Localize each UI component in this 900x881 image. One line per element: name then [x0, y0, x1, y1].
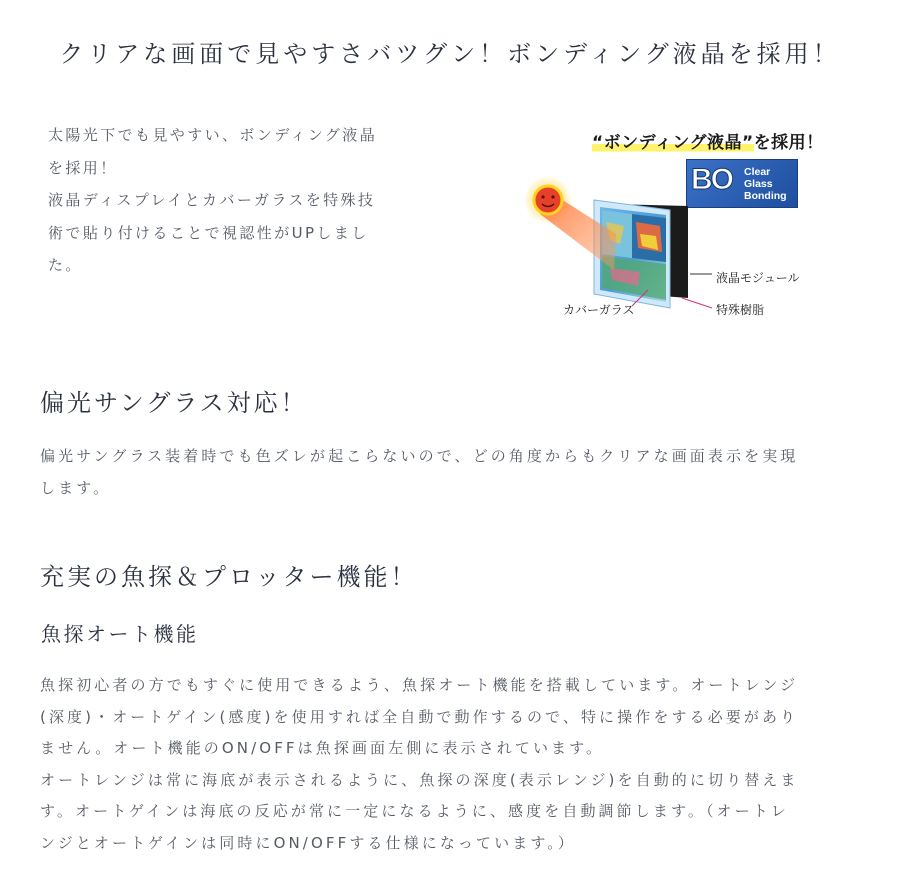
- label-special-resin: 特殊樹脂: [716, 303, 765, 317]
- section-heading-fishfinder: 充実の魚探＆プロッター機能！: [40, 563, 418, 591]
- section-heading-polarized: 偏光サングラス対応！: [40, 389, 308, 417]
- section-heading-bonding-lcd: クリアな画面で見やすさバツグン！ボンディング液晶を採用！: [59, 40, 841, 68]
- text-line: 太陽光下でも見やすい、ボンディング液晶: [48, 126, 378, 144]
- text-line: オートレンジは常に海底が表示されるように、魚探の深度(表示レンジ)を自動的に切り替えま: [40, 770, 799, 789]
- text-line: 術で貼り付けることで視認性がUPしまし: [48, 223, 369, 242]
- bonding-lcd-description: [48, 119, 418, 282]
- text-line: します。: [40, 478, 112, 497]
- text-line: (深度)・オートゲイン(感度)を使用すれば全自動で動作するので、特に操作をする必要があり: [40, 707, 799, 726]
- bonding-lcd-illustration: [520, 122, 850, 332]
- logo-word: Glass: [744, 178, 773, 190]
- text-line: ません。オート機能のON/OFFは魚探画面左側に表示されています。: [40, 739, 605, 757]
- text-line: た。: [48, 256, 83, 274]
- text-line: を採用！: [48, 158, 118, 177]
- text-line: す。オートゲインは海底の反応が常に一定になるように、感度を自動調節します。（オートレ: [40, 802, 789, 820]
- polarized-description: [40, 441, 855, 504]
- text-line: 液晶ディスプレイとカバーガラスを特殊技: [48, 191, 376, 209]
- label-cover-glass: カバーガラス: [563, 303, 635, 317]
- logo-word: Bonding: [744, 190, 787, 202]
- callout-line-resin: [682, 298, 712, 308]
- logo-letters: BO: [691, 163, 732, 196]
- figure-title-highlight: “ボンディング液晶”: [592, 133, 754, 153]
- subheading-auto-function: 魚探オート機能: [41, 622, 199, 646]
- text-line: 偏光サングラス装着時でも色ズレが起こらないので、どの角度からもクリアな画面表示を実現: [40, 447, 799, 465]
- label-lcd-module: 液晶モジュール: [716, 271, 800, 285]
- logo-word: Clear: [744, 166, 771, 178]
- text-line: ンジとオートゲインは同時にON/OFFする仕様になっています。）: [40, 833, 576, 852]
- figure-title-rest: を採用！: [753, 133, 824, 153]
- text-line: 魚探初心者の方でもすぐに使用できるよう、魚探オート機能を搭載しています。オートレンジ: [40, 676, 799, 694]
- auto-function-description: [40, 670, 855, 859]
